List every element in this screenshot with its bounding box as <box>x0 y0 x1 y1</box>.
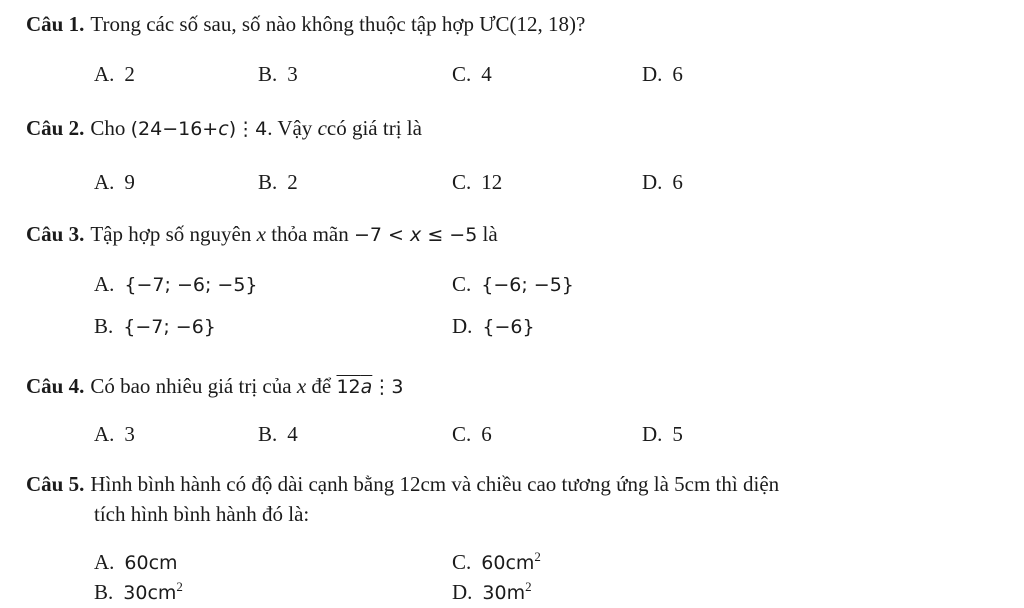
overline-number <box>336 376 372 398</box>
q2-option-a[interactable] <box>94 170 135 195</box>
option-value: {−6; −5} <box>481 274 574 296</box>
option-value: 4 <box>481 62 492 86</box>
q2-option-b[interactable] <box>258 170 298 195</box>
question-text: Có bao nhiêu giá trị của <box>90 374 292 398</box>
option-label: C. <box>452 62 472 86</box>
q4-option-d[interactable] <box>642 422 683 447</box>
question-number: Câu 3. <box>26 222 85 246</box>
option-label: C. <box>452 550 472 574</box>
question-4 <box>26 374 403 399</box>
question-text: có giá trị là <box>326 116 422 140</box>
q5-option-d[interactable] <box>452 580 532 605</box>
option-value: {−6} <box>482 316 535 338</box>
q4-option-c[interactable] <box>452 422 492 447</box>
expr-part: ≤ −5 <box>427 224 478 246</box>
math-expression <box>336 376 403 398</box>
math-expression <box>354 224 477 246</box>
option-exponent: 2 <box>534 549 541 564</box>
option-label: D. <box>452 314 473 338</box>
q3-option-c[interactable] <box>452 272 574 297</box>
option-value: 2 <box>287 170 298 194</box>
q2-option-d[interactable] <box>642 170 683 195</box>
question-number: Câu 2. <box>26 116 85 140</box>
question-1 <box>26 12 585 37</box>
option-label: A. <box>94 170 115 194</box>
option-label: C. <box>452 422 472 446</box>
expr-variable: c <box>218 118 229 140</box>
expr-variable: x <box>410 224 422 246</box>
option-value: 2 <box>124 62 135 86</box>
q1-option-c[interactable] <box>452 62 492 87</box>
question-number: Câu 1. <box>26 12 85 36</box>
option-value: 30cm <box>123 582 177 604</box>
question-text: Tập hợp số nguyên <box>90 222 252 246</box>
option-value: 6 <box>481 422 492 446</box>
option-label: A. <box>94 422 115 446</box>
expr-part: )⋮4 <box>228 118 268 140</box>
q5-option-b[interactable] <box>94 580 183 605</box>
question-text: để <box>311 374 332 398</box>
question-text: là <box>482 222 498 246</box>
option-label: D. <box>642 422 663 446</box>
variable: x <box>256 222 266 246</box>
option-value: 60cm <box>481 552 535 574</box>
option-value: {−7; −6} <box>123 316 216 338</box>
question-5-line2 <box>94 502 309 527</box>
overline-variable: a <box>360 376 373 398</box>
question-text: tích hình bình hành đó là: <box>94 502 310 526</box>
q3-option-a[interactable] <box>94 272 258 297</box>
question-text: thỏa mãn <box>271 222 349 246</box>
option-label: B. <box>258 62 278 86</box>
option-value: 6 <box>672 170 683 194</box>
option-label: B. <box>94 314 114 338</box>
question-text: . Vậy <box>267 116 313 140</box>
question-5 <box>26 472 779 497</box>
q5-option-c[interactable] <box>452 550 541 575</box>
q1-option-d[interactable] <box>642 62 683 87</box>
option-value: 12 <box>481 170 503 194</box>
option-exponent: 2 <box>525 579 532 594</box>
question-3 <box>26 222 498 247</box>
option-label: B. <box>258 422 278 446</box>
variable: c <box>317 116 327 140</box>
option-label: B. <box>258 170 278 194</box>
q3-option-b[interactable] <box>94 314 216 339</box>
expr-part: −7 < <box>354 224 404 246</box>
option-label: D. <box>642 170 663 194</box>
option-label: C. <box>452 272 472 296</box>
question-number: Câu 4. <box>26 374 85 398</box>
question-text: Cho <box>90 116 126 140</box>
option-value: 5 <box>672 422 683 446</box>
option-label: B. <box>94 580 114 604</box>
option-value: 9 <box>124 170 135 194</box>
q3-option-d[interactable] <box>452 314 535 339</box>
expr-part: (24−16+ <box>130 118 219 140</box>
option-value: 3 <box>287 62 298 86</box>
option-label: D. <box>452 580 473 604</box>
option-value: 3 <box>124 422 135 446</box>
option-label: D. <box>642 62 663 86</box>
q1-option-a[interactable] <box>94 62 135 87</box>
q5-option-a[interactable] <box>94 550 178 575</box>
option-exponent: 2 <box>176 579 183 594</box>
q4-option-b[interactable] <box>258 422 298 447</box>
question-text: Trong các số sau, số nào không thuộc tập hợp ƯC(12, 18)? <box>90 12 586 36</box>
variable: x <box>296 374 307 398</box>
option-value: {−7; −6; −5} <box>124 274 258 296</box>
option-label: C. <box>452 170 472 194</box>
expr-part: ⋮3 <box>372 376 404 398</box>
option-value: 60cm <box>124 552 178 574</box>
question-number: Câu 5. <box>26 472 85 496</box>
option-value: 6 <box>672 62 683 86</box>
q1-option-b[interactable] <box>258 62 298 87</box>
option-label: A. <box>94 272 115 296</box>
option-value: 4 <box>287 422 298 446</box>
question-text: Hình bình hành có độ dài cạnh bằng 12cm và chiều cao tương ứng là 5cm thì diện <box>90 472 780 496</box>
overline-digits: 12 <box>336 376 361 398</box>
option-label: A. <box>94 62 115 86</box>
option-label: A. <box>94 550 115 574</box>
q4-option-a[interactable] <box>94 422 135 447</box>
q2-option-c[interactable] <box>452 170 502 195</box>
math-expression <box>131 118 268 140</box>
question-2 <box>26 116 422 141</box>
option-value: 30m <box>482 582 526 604</box>
